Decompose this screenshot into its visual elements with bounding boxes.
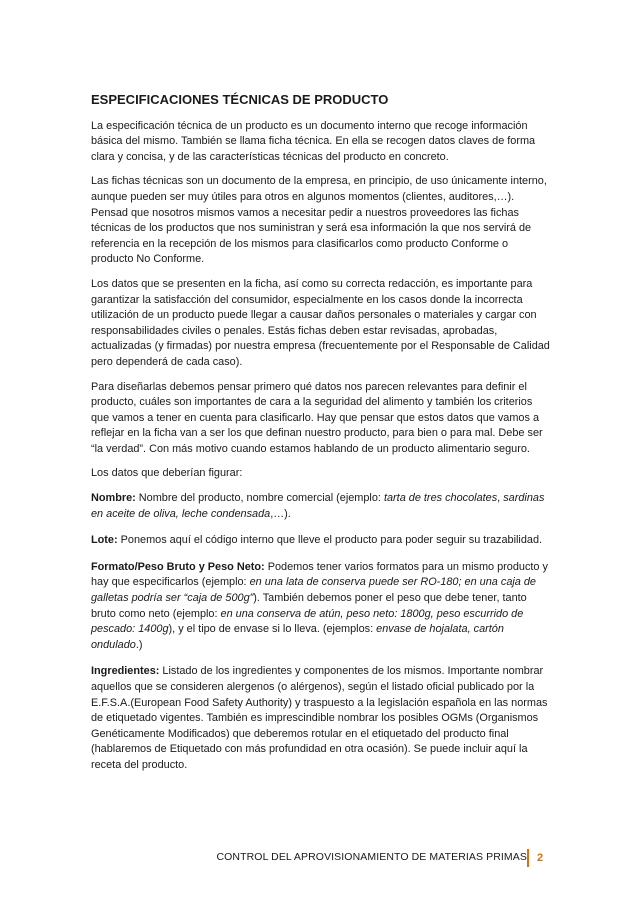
page-number: 2 — [527, 849, 551, 867]
field-nombre-example-1: tarta de tres chocolates — [383, 492, 498, 505]
field-ingredientes — [91, 664, 551, 773]
field-formato — [91, 560, 551, 654]
paragraph-datos: Los datos que se presenten en la ficha, así como su correcta redacción, es importante para garantizar la satisfacción del consumidor, especialmente en los casos donde la incorrecta utilización de un producto puede llegar a causar daños personales o materiales y cargar con responsabilidades civiles o penales. Estás fichas deben estar revisadas, aprobadas, actualizadas (y firmadas) por nuestra empresa (frecuentemente por el Responsable de Calidad pero dependerá de cada caso). — [91, 277, 550, 368]
paragraph-intro: La especificación técnica de un producto es un documento interno que recoge información básica del mismo. También se llama ficha técnica. En ella se recogen datos claves de forma clara y concisa, y de las características técnicas del producto en concreto. — [91, 119, 536, 163]
field-ingredientes-label: Ingredientes: — [91, 665, 160, 678]
field-formato-example-2: en una conserva de atún, peso neto: 1800g, peso escurrido de pescado: 1400g — [91, 607, 524, 636]
field-formato-text-1: Podemos tener varios formatos para un mismo producto y hay que especificarlos (ejemplo: — [91, 560, 548, 589]
field-nombre — [91, 491, 551, 522]
field-formato-text-3: ), y el tipo de envase si lo lleva. (ejemplos: — [168, 623, 377, 636]
field-ingredientes-text: Listado de los ingredientes y componentes de los mismos. Importante nombrar aquellos que se consideren alergenos (o alérgenos), según el listado oficial publicado por la E.F.S.A.(European Food Safety Authority) y traspuesto a la legislación española en las normas de etiquetado vigentes. También es imprescindible nombrar los posibles OGMs (Organismos Genéticamente Modificados) que deberemos rotular en el etiquetado del producto final (hablaremos de Etiquetado con más profundidad en otra ocasión). Se puede incluir aquí la receta del producto. — [91, 665, 548, 771]
page-footer — [0, 849, 638, 867]
page-title: ESPECIFICACIONES TÉCNICAS DE PRODUCTO — [91, 92, 389, 107]
field-formato-example-1: en una lata de conserva puede ser RO-180; en una caja de galletas podría ser “caja de 500g” — [91, 576, 536, 605]
field-nombre-label: Nombre: — [91, 492, 136, 505]
field-lote-text: Ponemos aquí el código interno que lleve el producto para poder seguir su trazabilidad. — [117, 534, 543, 547]
field-lote — [91, 533, 551, 549]
field-formato-label: Formato/Peso Bruto y Peso Neto: — [91, 560, 265, 573]
footer-title: CONTROL DEL APROVISIONAMIENTO DE MATERIAS PRIMAS — [216, 851, 527, 863]
field-lote-label: Lote: — [91, 534, 118, 547]
document-body — [91, 92, 551, 782]
field-formato-end: .) — [135, 638, 143, 651]
field-nombre-example-2: sardinas en aceite de oliva, leche condensada — [91, 492, 545, 520]
field-nombre-end: ,…). — [270, 507, 291, 520]
paragraph-figurar: Los datos que deberían figurar: — [91, 467, 243, 480]
field-formato-text-2: ). También debemos poner el peso que debe tener, tanto bruto como neto (ejemplo: — [91, 592, 527, 620]
field-nombre-sep: , — [497, 492, 504, 505]
paragraph-disenar: Para diseñarlas debemos pensar primero qué datos nos parecen relevantes para definir el producto, cuáles son importantes de cara a la seguridad del alimento y también los criterios que vamos a tener en cuenta para clasificarlo. Hay que pensar que estos datos que vamos a reflejar en la ficha van a ser los que definan nuestro producto, para bien o para mal. Debe ser “la verdad”. Con más motivo cuando estamos hablando de un producto alimentario seguro. — [91, 380, 543, 455]
field-formato-example-3: envase de hojalata, cartón ondulado — [91, 623, 504, 651]
field-nombre-text: Nombre del producto, nombre comercial (ejemplo: — [135, 492, 384, 505]
paragraph-fichas: Las fichas técnicas son un documento de la empresa, en principio, de uso únicamente interno, aunque pueden ser muy útiles para otros en algunos momentos (clientes, auditores,…). Pensad que nosotros mismos vamos a necesitar pedir a nuestros proveedores las fichas técnicas de los productos que nos suministran y será esa información la que nos servirá de referencia en la recepción de los mismos para clasificarlos como producto Conforme o producto No Conforme. — [91, 175, 547, 266]
